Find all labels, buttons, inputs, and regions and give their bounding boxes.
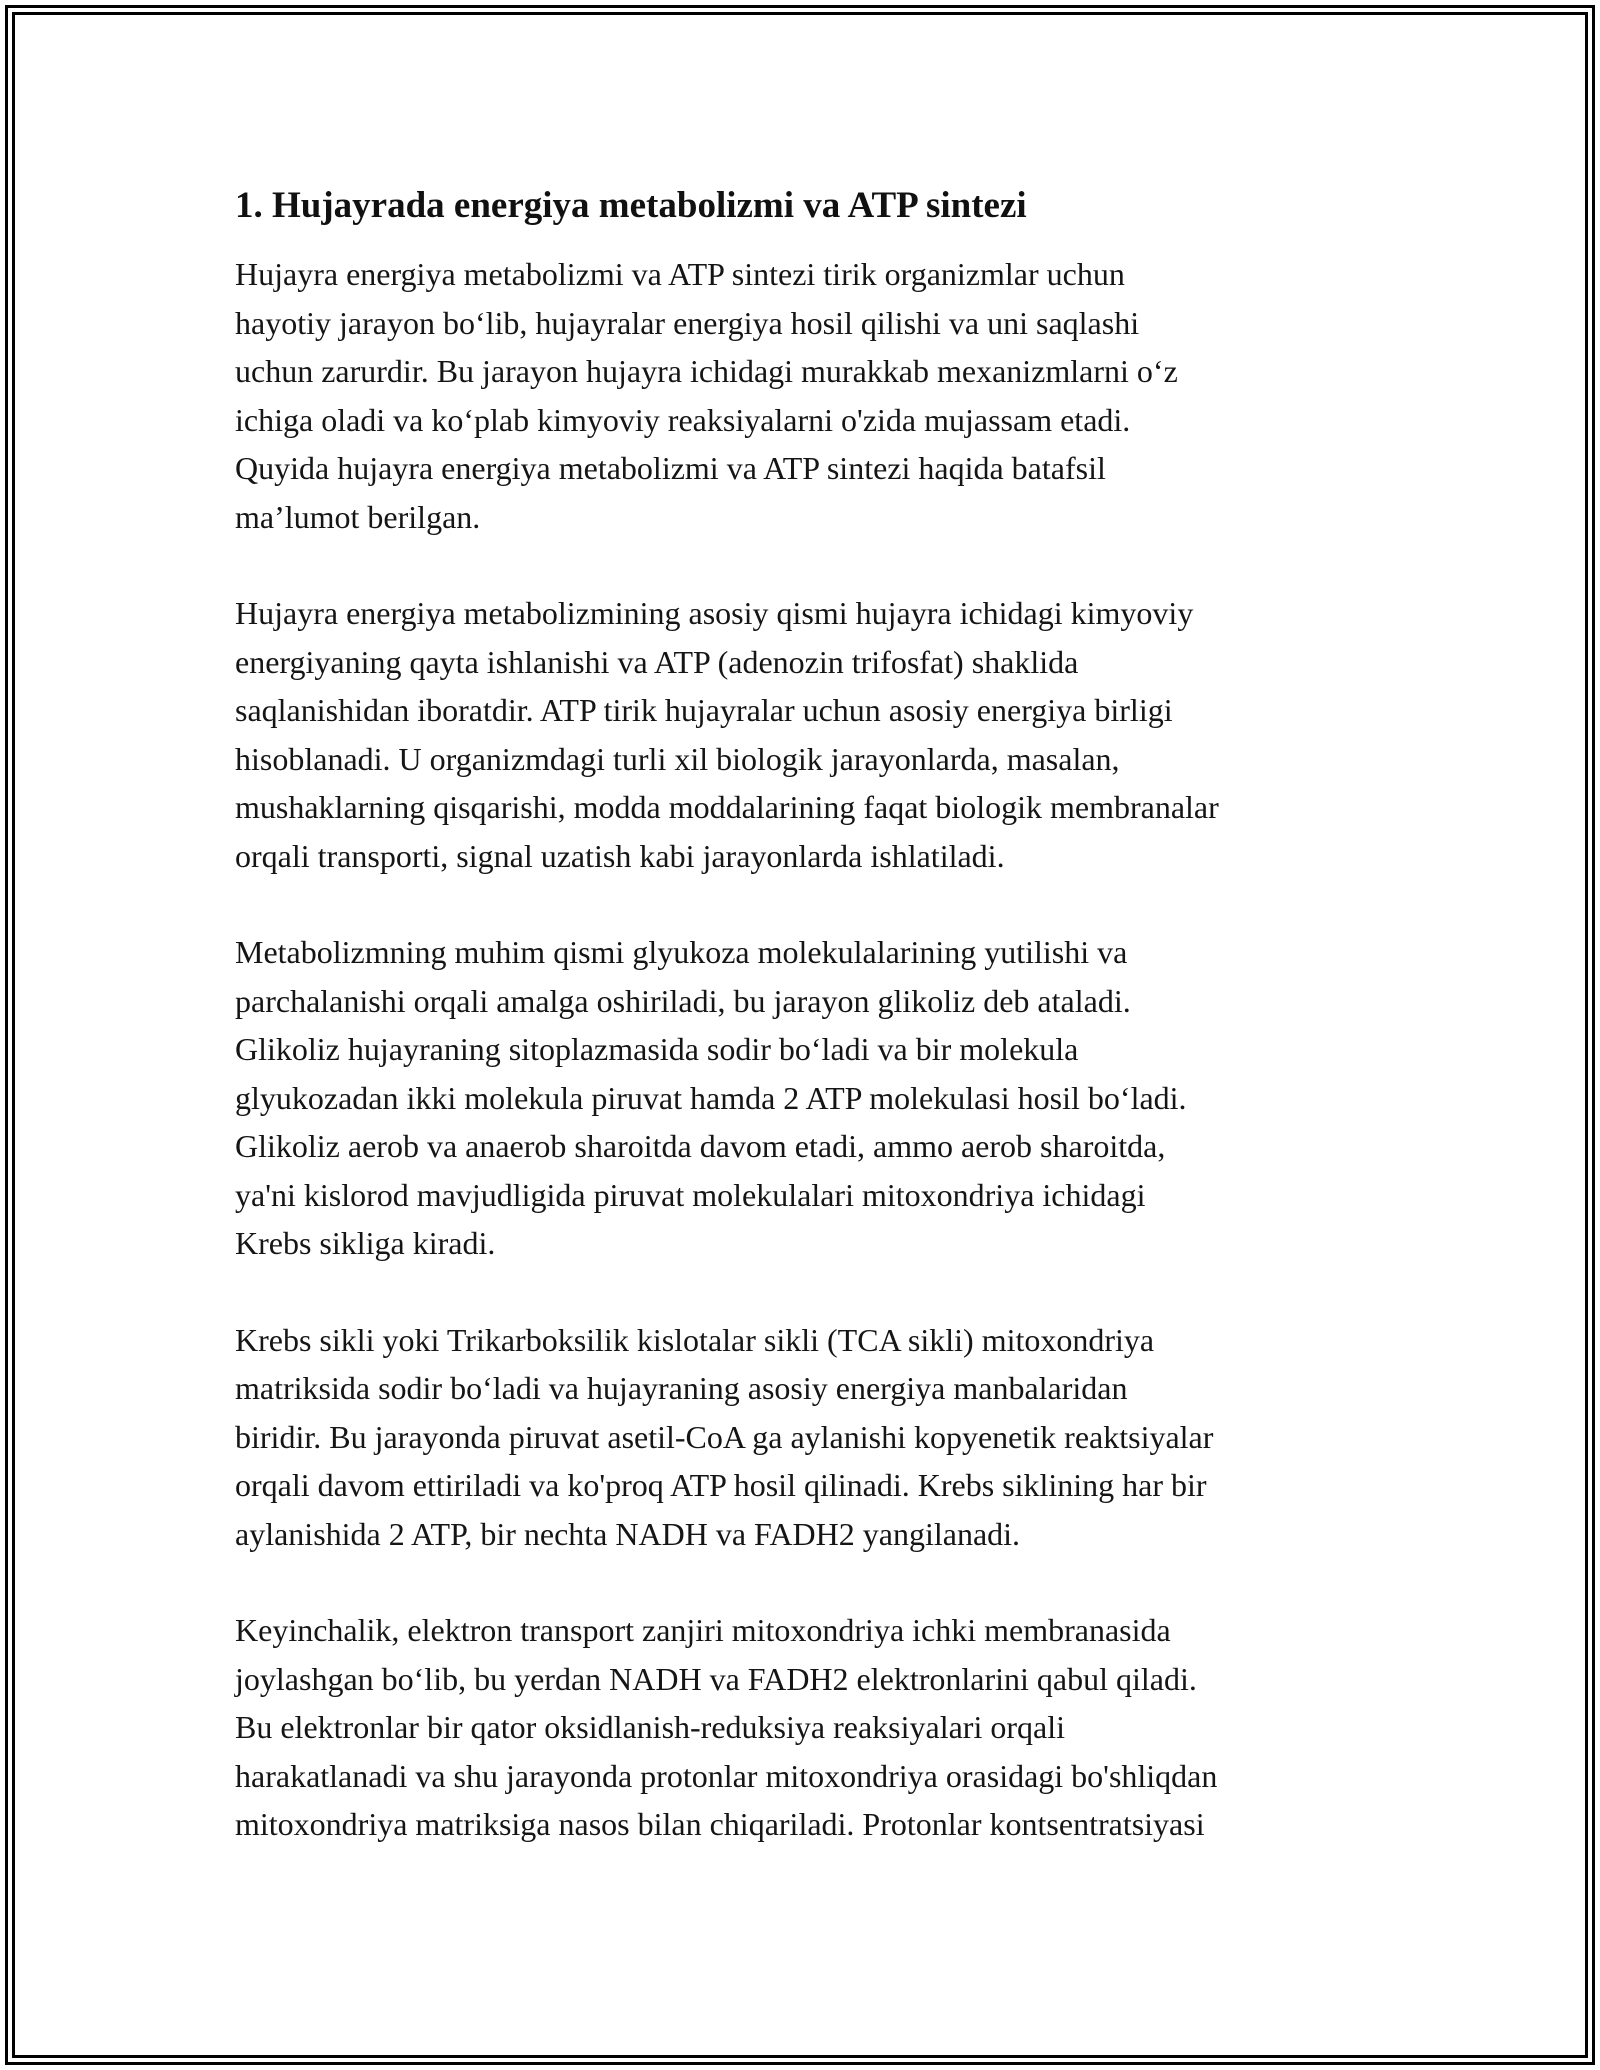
paragraph-line: Bu elektronlar bir qator oksidlanish-reduksiya reaksiyalari orqali <box>235 1709 1065 1745</box>
paragraph-line: Keyinchalik, elektron transport zanjiri mitoxondriya ichki membranasida <box>235 1612 1171 1648</box>
paragraph-line: hisoblanadi. U organizmdagi turli xil biologik jarayonlarda, masalan, <box>235 740 1120 777</box>
paragraph-line: Glikoliz aerob va anaerob sharoitda davom etadi, ammo aerob sharoitda, <box>235 1128 1166 1164</box>
paragraph-1 <box>235 250 1370 541</box>
paragraph-line: Metabolizmning muhim qismi glyukoza molekulalarining yutilishi va <box>235 934 1128 970</box>
paragraph-line: Krebs sikliga kiradi. <box>235 1225 496 1261</box>
paragraph-line: ma’lumot berilgan. <box>235 498 481 535</box>
paragraph-line: joylashgan bo‘lib, bu yerdan NADH va FADH2 elektronlarini qabul qiladi. <box>235 1660 1197 1697</box>
paragraph-2 <box>235 589 1370 880</box>
document-body <box>235 182 1370 1897</box>
paragraph-5 <box>235 1606 1370 1849</box>
paragraph-line: hayotiy jarayon bo‘lib, hujayralar energiya hosil qilishi va uni saqlashi <box>235 304 1140 341</box>
document-title: 1. Hujayrada energiya metabolizmi va ATP sintezi <box>235 185 1027 226</box>
paragraph-line: ichiga oladi va ko‘plab kimyoviy reaksiyalarni o'zida mujassam etadi. <box>235 401 1131 438</box>
paragraph-line: Hujayra energiya metabolizmi va ATP sintezi tirik organizmlar uchun <box>235 256 1125 292</box>
paragraph-line: Glikoliz hujayraning sitoplazmasida sodir bo‘ladi va bir molekula <box>235 1031 1079 1067</box>
paragraph-line: mushaklarning qisqarishi, modda moddalarining faqat biologik membranalar <box>235 789 1219 825</box>
paragraph-line: parchalanishi orqali amalga oshiriladi, bu jarayon glikoliz deb ataladi. <box>235 982 1131 1019</box>
paragraph-line: ya'ni kislorod mavjudligida piruvat molekulalari mitoxondriya ichidagi <box>235 1176 1146 1213</box>
paragraph-line: energiyaning qayta ishlanishi va ATP (adenozin trifosfat) shaklida <box>235 643 1079 680</box>
paragraph-line: Krebs sikli yoki Trikarboksilik kislotalar sikli (TCA sikli) mitoxondriya <box>235 1321 1155 1358</box>
paragraph-line: Quyida hujayra energiya metabolizmi va ATP sintezi haqida batafsil <box>235 450 1106 486</box>
paragraph-line: uchun zarurdir. Bu jarayon hujayra ichidagi murakkab mexanizmlarni o‘z <box>235 353 1178 389</box>
paragraph-line: harakatlanadi va shu jarayonda protonlar mitoxondriya orasidagi bo'shliqdan <box>235 1757 1218 1794</box>
paragraph-line: orqali transporti, signal uzatish kabi jarayonlarda ishlatiladi. <box>235 837 1005 874</box>
paragraph-line: aylanishida 2 ATP, bir nechta NADH va FADH2 yangilanadi. <box>235 1515 1021 1552</box>
paragraph-line: biridir. Bu jarayonda piruvat asetil-CoA ga aylanishi kopyenetik reaktsiyalar <box>235 1418 1214 1455</box>
paragraph-line: matriksida sodir bo‘ladi va hujayraning asosiy energiya manbalaridan <box>235 1370 1128 1406</box>
paragraph-line: Hujayra energiya metabolizmining asosiy qismi hujayra ichidagi kimyoviy <box>235 595 1194 631</box>
paragraph-line: orqali davom ettiriladi va ko'proq ATP hosil qilinadi. Krebs siklining har bir <box>235 1467 1207 1503</box>
paragraph-4 <box>235 1316 1370 1559</box>
paragraph-line: glyukozadan ikki molekula piruvat hamda 2 ATP molekulasi hosil bo‘ladi. <box>235 1079 1187 1116</box>
paragraph-line: saqlanishidan iboratdir. ATP tirik hujayralar uchun asosiy energiya birligi <box>235 692 1173 728</box>
paragraph-3 <box>235 928 1370 1268</box>
paragraph-line: mitoxondriya matriksiga nasos bilan chiqariladi. Protonlar kontsentratsiyasi <box>235 1806 1205 1842</box>
